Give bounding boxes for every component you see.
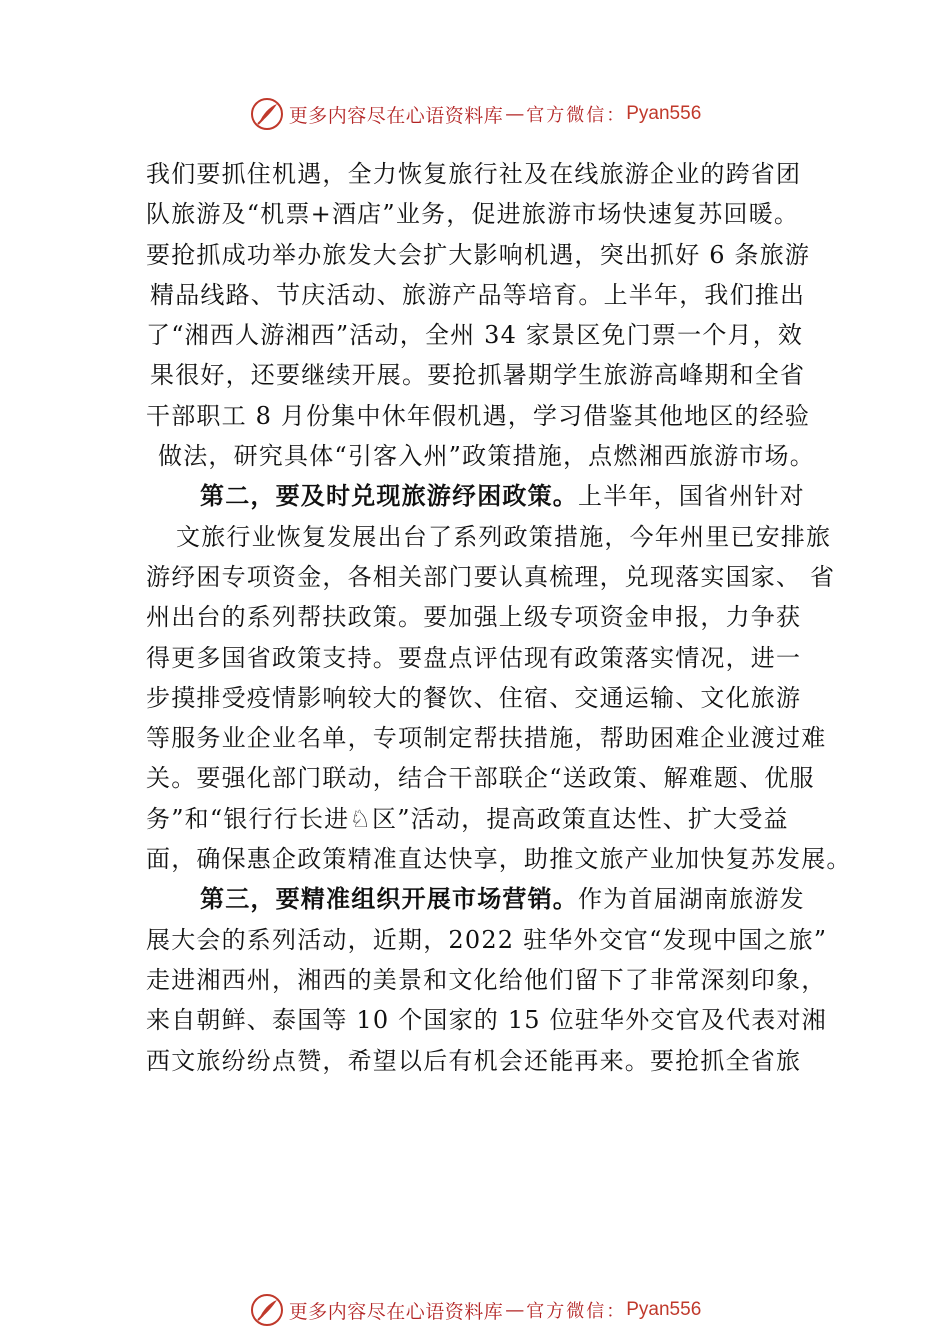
text-line: 我们要抓住机遇，全力恢复旅行社及在线旅游企业的跨省团 [146, 160, 802, 188]
watermark-official: 官方微信： [526, 1301, 627, 1322]
feather-logo-icon [249, 96, 285, 132]
text-line: 干部职工 8 月份集中休年假机遇，学习借鉴其他地区的经验 [146, 401, 811, 430]
text-line: 得更多国省政策支持。要盘点评估现有政策落实情况，进一 [146, 643, 802, 672]
watermark-dash: — [505, 1299, 525, 1321]
text-line: 面，确保惠企政策精准直达快享，助推文旅产业加快复苏发展。 [146, 845, 852, 874]
watermark-wechat-id: Pyan556 [626, 103, 702, 124]
watermark-main: 更多内容尽在心语资料库 [288, 1300, 504, 1323]
text-line: 队旅游及“机票+酒店”业务，促进旅游市场快速复苏回暖。 [146, 200, 800, 229]
document-body [146, 154, 852, 1081]
text-line: 走进湘西州，湘西的美景和文化给他们留下了非常深刻印象， [146, 965, 827, 994]
watermark-official: 官方微信： [526, 105, 627, 126]
text-line: 务”和“银行行长进♘区”活动，提高政策直达性、扩大受益 [146, 804, 789, 833]
text-line: 了“湘西人游湘西”活动，全州 34 家景区免门票一个月，效 [146, 321, 804, 350]
text-line: 展大会的系列活动，近期，2022 驻华外交官“发现中国之旅” [146, 925, 828, 954]
feather-logo-icon [249, 1292, 285, 1328]
text-line: 第二，要及时兑现旅游纾困政策。上半年，国省州针对 [200, 481, 805, 511]
footer-watermark [0, 1288, 950, 1332]
header-watermark [0, 92, 950, 136]
watermark-dash: — [505, 103, 525, 125]
watermark-main: 更多内容尽在心语资料库 [288, 104, 504, 127]
text-line: 来自朝鲜、泰国等 10 个国家的 15 位驻华外交官及代表对湘 [146, 1006, 827, 1035]
section-heading-3: 第三，要精准组织开展市场营销。 [200, 884, 578, 914]
section-heading-2: 第二，要及时兑现旅游纾困政策。 [200, 481, 578, 511]
text-line: 西文旅纷纷点赞，希望以后有机会还能再来。要抢抓全省旅 [146, 1046, 802, 1075]
text-line: 关。要强化部门联动，结合干部联企“送政策、解难题、优服 [146, 764, 815, 793]
text-line: 等服务业企业名单，专项制定帮扶措施，帮助困难企业渡过难 [146, 724, 827, 753]
text-line: 果很好，还要继续开展。要抢抓暑期学生旅游高峰期和全省 [150, 361, 806, 390]
text-line: 游纾困专项资金，各相关部门要认真梳理，兑现落实国家、 省 [146, 562, 836, 591]
text-line: 文旅行业恢复发展出台了系列政策措施，今年州里已安排旅 [176, 522, 832, 551]
text-line: 要抢抓成功举办旅发大会扩大影响机遇，突出抓好 6 条旅游 [146, 240, 811, 269]
text-line: 州出台的系列帮扶政策。要加强上级专项资金申报，力争获 [146, 603, 802, 632]
text-line: 步摸排受疫情影响较大的餐饮、住宿、交通运输、文化旅游 [146, 683, 802, 712]
text-line: 第三，要精准组织开展市场营销。作为首届湖南旅游发 [200, 884, 805, 914]
text-line: 精品线路、节庆活动、旅游产品等培育。上半年，我们推出 [150, 280, 806, 309]
text-line: 做法，研究具体“引客入州”政策措施，点燃湘西旅游市场。 [158, 442, 815, 471]
watermark-wechat-id: Pyan556 [626, 1299, 702, 1320]
